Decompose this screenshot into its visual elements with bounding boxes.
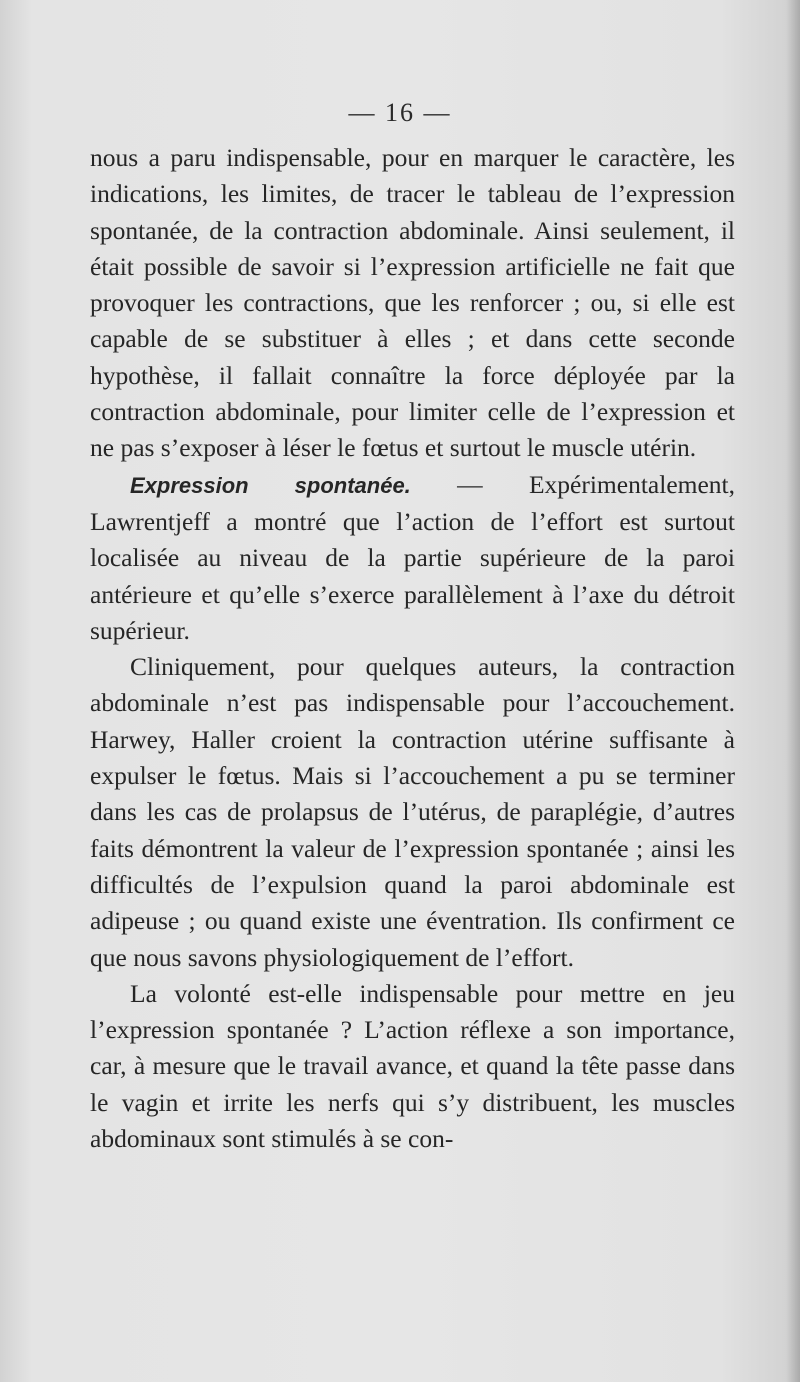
paragraph-text: Cliniquement, pour quelques auteurs, la contraction abdominale n’est pas indispensable pour l’accouchement. Harwey, Haller croient la contraction utérine suffisante à expulser le fœtus. Mais si l’accouchement a pu se terminer dans les cas de prolapsus de l’utérus, de paraplégie, d’autres faits démontrent la valeur de l’expression spontanée ; ainsi les difficultés de l’expulsion quand la paroi abdominale est adipeuse ; ou quand existe une éventration. Ils confirment ce que nous savons physiologiquement de l’effort.	[90, 652, 735, 972]
paragraph-expression-spontanee	[90, 467, 735, 649]
page-edge-shadow	[786, 0, 800, 1382]
paragraph-cliniquement	[90, 649, 735, 976]
paragraph-text: — Expérimentalement, Lawrentjeff a montré que l’action de l’effort est surtout localisée au niveau de la partie supérieure de la paroi antérieure et qu’elle s’exerce parallèlement à l’axe du détroit supérieur.	[90, 469, 736, 645]
page-number: — 16 —	[348, 98, 452, 127]
body-text	[90, 140, 735, 1157]
paragraph-volonte	[90, 976, 735, 1157]
paragraph-continuation	[90, 140, 735, 467]
paragraph-text: La volonté est-elle indispensable pour mettre en jeu l’expression spontanée ? L’action réflexe a son importance, car, à mesure que le travail avance, et quand la tête passe dans le vagin et irrite les nerfs qui s’y distribuent, les muscles abdominaux sont stimulés à se con-	[90, 978, 735, 1154]
section-heading: Expression spontanée.	[130, 472, 411, 498]
paragraph-text: nous a paru indispensable, pour en marquer le caractère, les indications, les limites, de tracer le tableau de l’expression spontanée, de la contraction abdominale. Ainsi seulement, il était possible de savoir si l’expression artificielle ne fait que provoquer les contractions, que les renforcer ; ou, si elle est capable de se substituer à elles ; et dans cette seconde hypothèse, il fallait connaître la force déployée par la contraction abdominale, pour limiter celle de l’expression et ne pas s’exposer à léser le fœtus et surtout le muscle utérin.	[90, 143, 735, 463]
